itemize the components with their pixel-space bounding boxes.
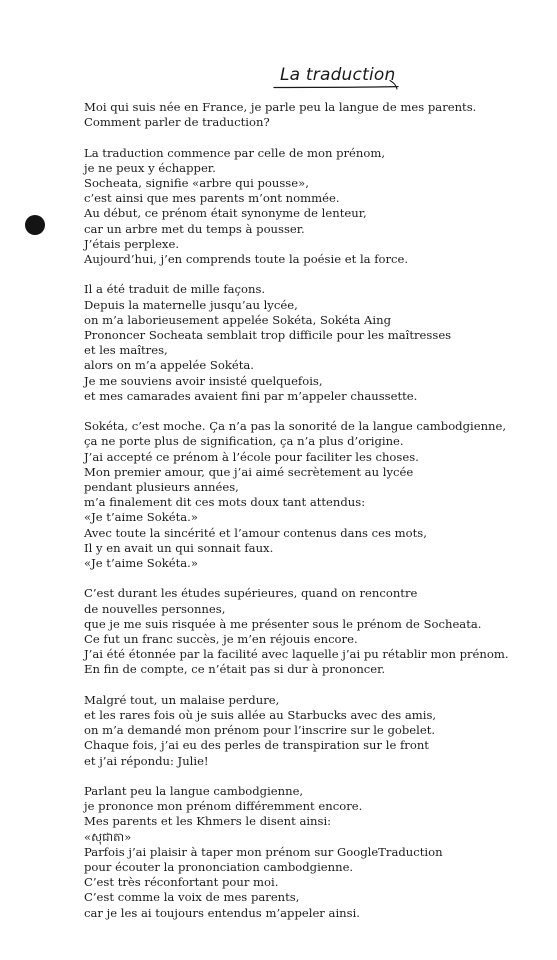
text-line: Mes parents et les Khmers le disent ainsi: <box>84 814 332 829</box>
text-line: on m’a laborieusement appelée Sokéta, Sokéta Aing <box>84 312 392 327</box>
paragraph <box>84 146 524 268</box>
text-line: Parfois j’ai plaisir à taper mon prénom sur GoogleTraduction <box>84 844 443 859</box>
text-line: Avec toute la sincérité et l’amour contenus dans ces mots, <box>84 525 427 540</box>
text-line: et mes camarades avaient fini par m’appeler chaussette. <box>84 388 418 403</box>
paragraph <box>84 784 524 921</box>
text-line: Au début, ce prénom était synonyme de lenteur, <box>84 206 367 221</box>
text-line: J’étais perplexe. <box>84 236 180 251</box>
text-line: Comment parler de traduction? <box>84 115 270 130</box>
page-title: La traduction <box>280 65 396 85</box>
title-underline <box>272 62 402 96</box>
text-line: on m’a demandé mon prénom pour l’inscrire sur le gobelet. <box>84 723 436 738</box>
text-line: C’est très réconfortant pour moi. <box>84 875 279 890</box>
paragraph <box>84 419 524 571</box>
text-line: que je me suis risquée à me présenter sous le prénom de Socheata. <box>84 616 482 631</box>
paragraph <box>84 100 524 130</box>
binder-hole <box>25 215 45 235</box>
text-line: La traduction commence par celle de mon prénom, <box>84 145 386 160</box>
text-line: «សុជាតា» <box>84 829 132 844</box>
text-line: Aujourd’hui, j’en comprends toute la poésie et la force. <box>84 252 409 267</box>
text-line: et les maîtres, <box>84 343 168 358</box>
text-line: Parlant peu la langue cambodgienne, <box>84 784 304 799</box>
text-line: Sokéta, c’est moche. Ça n’a pas la sonorité de la langue cambodgienne, <box>84 419 507 434</box>
text-line: C’est durant les études supérieures, quand on rencontre <box>84 586 418 601</box>
text-line: Il y en avait un qui sonnait faux. <box>84 540 274 555</box>
text-line: Il a été traduit de mille façons. <box>84 282 266 297</box>
text-line: Chaque fois, j’ai eu des perles de transpiration sur le front <box>84 738 429 753</box>
text-line: ça ne porte plus de signification, ça n’a plus d’origine. <box>84 434 404 449</box>
text-line: et j’ai répondu: Julie! <box>84 753 209 768</box>
text-line: «Je t’aime Sokéta.» <box>84 556 198 571</box>
title-block <box>272 62 402 96</box>
text-line: En fin de compte, ce n’était pas si dur à prononcer. <box>84 662 386 677</box>
text-line: Prononcer Socheata semblait trop difficile pour les maîtresses <box>84 328 452 343</box>
text-line: J’ai accepté ce prénom à l’école pour faciliter les choses. <box>84 449 419 464</box>
text-line: C’est comme la voix de mes parents, <box>84 890 300 905</box>
text-line: alors on m’a appelée Sokéta. <box>84 358 254 373</box>
text-line: Depuis la maternelle jusqu’au lycée, <box>84 297 298 312</box>
text-line: pendant plusieurs années, <box>84 480 239 495</box>
paragraph <box>84 282 524 404</box>
text-line: «Je t’aime Sokéta.» <box>84 510 198 525</box>
text-line: Mon premier amour, que j’ai aimé secrètement au lycée <box>84 464 414 479</box>
text-line: Ce fut un franc succès, je m’en réjouis encore. <box>84 632 358 647</box>
paragraph <box>84 586 524 677</box>
text-line: m’a finalement dit ces mots doux tant attendus: <box>84 495 366 510</box>
poem-body <box>84 100 524 936</box>
text-line: pour écouter la prononciation cambodgienne. <box>84 860 354 875</box>
text-line: je ne peux y échapper. <box>84 160 216 175</box>
text-line: J’ai été étonnée par la facilité avec laquelle j’ai pu rétablir mon prénom. <box>84 647 509 662</box>
text-line: Moi qui suis née en France, je parle peu la langue de mes parents. <box>84 100 477 114</box>
text-line: car je les ai toujours entendus m’appeler ainsi. <box>84 905 360 920</box>
text-line: je prononce mon prénom différemment encore. <box>84 799 363 814</box>
paragraph <box>84 693 524 769</box>
text-line: Socheata, signifie «arbre qui pousse», <box>84 176 309 190</box>
text-line: car un arbre met du temps à pousser. <box>84 221 305 236</box>
text-line: Malgré tout, un malaise perdure, <box>84 692 280 707</box>
text-line: c’est ainsi que mes parents m’ont nommée. <box>84 191 340 206</box>
text-line: et les rares fois où je suis allée au Starbucks avec des amis, <box>84 708 437 723</box>
text-line: de nouvelles personnes, <box>84 601 226 616</box>
text-line: Je me souviens avoir insisté quelquefois, <box>84 373 323 388</box>
